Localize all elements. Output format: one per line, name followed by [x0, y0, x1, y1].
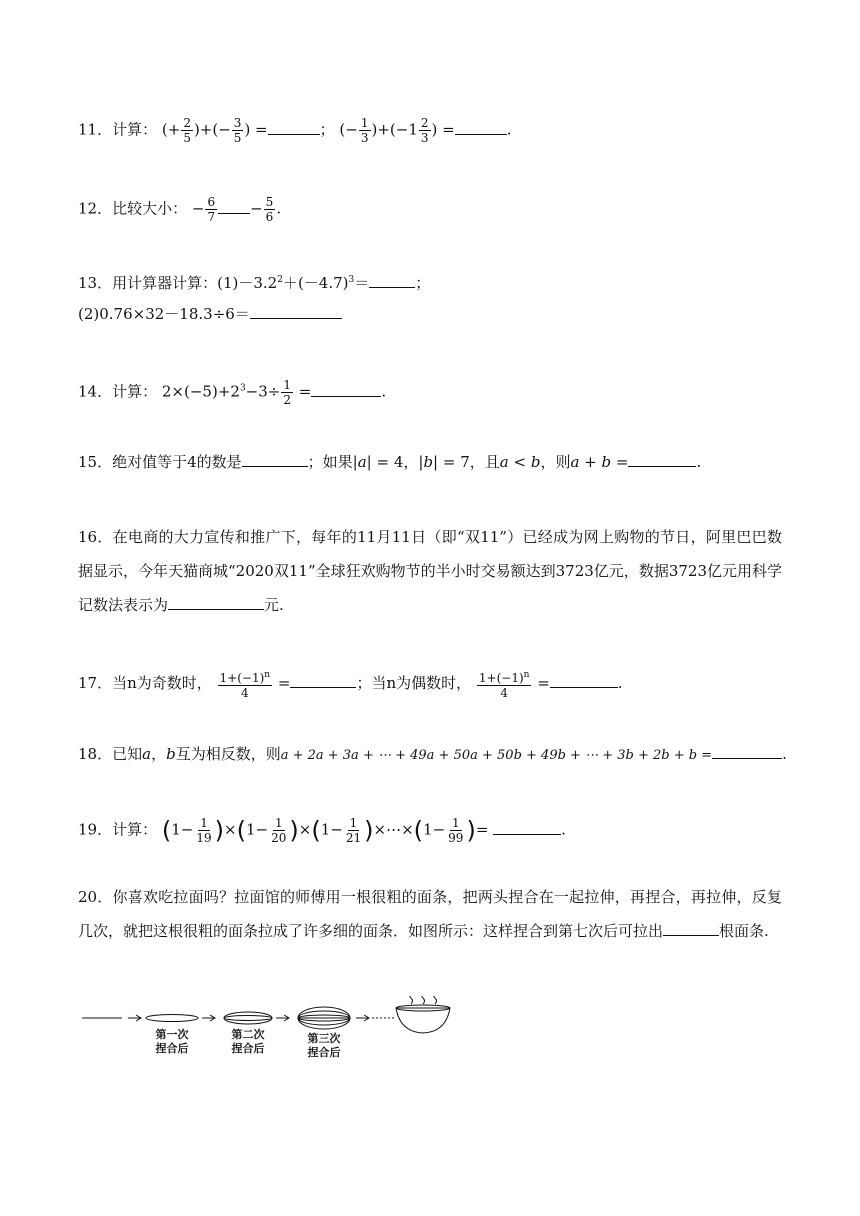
question-number: 11． [78, 120, 113, 139]
unit: 根面条. [719, 922, 769, 940]
text-part: 互为相反数，则 [175, 745, 281, 763]
period: . [696, 453, 702, 471]
expr-part: ＋(－4.7) [282, 274, 349, 292]
question-13: 13．用计算器计算：$(1)-3.2^2+(-4.7)^3=$ ； [78, 274, 431, 292]
arrow-icon [276, 1015, 289, 1021]
answer-blank[interactable] [250, 304, 342, 319]
expression: a + 2a + 3a + ⋯ + 49a + 50a + 50b + 49b + ⋯ + 3b + 2b + b = [280, 748, 713, 763]
fraction: $\frac{1}{19}$ [196, 816, 212, 845]
arrow-icon [128, 1015, 141, 1021]
answer-blank[interactable] [218, 199, 250, 214]
text-part: ，且 [469, 453, 500, 471]
answer-blank[interactable] [455, 120, 507, 135]
answer-blank[interactable] [663, 921, 719, 936]
question-text: 20．你喜欢吃拉面吗？拉面馆的师傅用一根很粗的面条，把两头捏合在一起拉伸，再捏合，再拉伸，反复几次，就把这根很粗的面条拉成了许多细的面条．如图所示：这样捏合到第七次后可拉出 [78, 888, 782, 940]
question-18: 18．已知a，b互为相反数，则a + 2a + 3a + ⋯ + 49a + 50a + 50b + 49b + ⋯ + 3b + 2b + b = . [78, 745, 787, 763]
question-number: 14． [78, 382, 113, 401]
fraction: $\frac{1}{20}$ [271, 816, 287, 845]
question-13-part2 [78, 304, 342, 324]
question-14: 14．计算： $2\times(-5)+2^3-3\div$ $\frac{1}{2}$ = . [78, 378, 387, 407]
question-lead: 计算： [112, 820, 158, 839]
question-19: 19．计算： (1− $\frac{1}{19}$ )×(1− $\frac{1}{20}$ )×(1− $\frac{1}{21}$ )×⋯×(1− $\frac{1}{99}$ )= . [78, 816, 566, 845]
fraction: $\frac{1}{3}$ [360, 116, 369, 145]
expr-part: 2×(−5)+2 [161, 382, 240, 401]
answer-blank[interactable] [290, 673, 356, 688]
period: . [617, 674, 623, 692]
fraction: $\frac{1+(-1)^n}{4}$ [478, 670, 530, 700]
fraction: $\frac{1}{99}$ [448, 816, 464, 845]
fraction: $\frac{6}{7}$ [207, 195, 216, 224]
question-text: 16．在电商的大力宣传和推广下，每年的11月11日（即“双11”）已经成为网上购物的节日，阿里巴巴数据显示，今年天猫商城“2020双11”全球狂欢购物节的半小时交易额达到3723亿元，数据3723亿元用科学记数法表示为 [78, 528, 782, 614]
noodle-fold-1 [146, 1015, 198, 1022]
text-part: ；如果 [307, 453, 353, 471]
arrow-icon [356, 1015, 369, 1021]
arrow-icon [202, 1015, 215, 1021]
expr-part: −3÷ [245, 382, 281, 401]
fraction: $\frac{1+(-1)^n}{4}$ [219, 670, 271, 700]
expr-line: (2)0.76×32－18.3÷6＝ [78, 305, 250, 323]
period: . [561, 820, 566, 839]
question-lead: 计算： [112, 382, 158, 401]
equals: ＝ [354, 274, 370, 292]
fraction: $\frac{1}{2}$ [283, 378, 291, 407]
question-number: 19． [78, 820, 113, 839]
period: . [782, 745, 787, 763]
noodle-figure [78, 996, 478, 1076]
answer-blank[interactable] [493, 820, 561, 835]
question-number: 18． [78, 745, 113, 763]
answer-blank[interactable] [268, 120, 320, 135]
answer-blank[interactable] [369, 273, 415, 288]
question-lead: 绝对值等于4的数是 [112, 453, 242, 471]
text-part: ；当n为偶数时， [356, 674, 472, 692]
question-lead: 用计算器计算：(1)－3.2 [112, 274, 278, 292]
noodle-fold-2 [224, 1012, 272, 1024]
question-12: 12．比较大小： − $\frac{6}{7}$ − $\frac{5}{6}$ . [78, 195, 282, 224]
question-number: 15． [78, 453, 113, 471]
question-number: 17． [78, 674, 113, 692]
fraction: $\frac{3}{5}$ [233, 116, 242, 145]
question-number: 13． [78, 274, 113, 292]
period: . [276, 199, 282, 218]
answer-blank[interactable] [311, 382, 381, 397]
fraction: $\frac{2}{3}$ [420, 116, 429, 145]
question-lead: 当n为奇数时， [112, 674, 212, 692]
question-number: 12． [78, 199, 113, 218]
question-20 [78, 880, 782, 948]
answer-blank[interactable] [550, 673, 618, 688]
fraction: $\frac{1}{21}$ [345, 816, 362, 845]
answer-blank[interactable] [628, 452, 696, 467]
fold-label-1: 第一次 捏合后 [155, 1028, 189, 1055]
question-lead: 计算： [112, 120, 158, 139]
question-17: 17．当n为奇数时， $\frac{1+(-1)^n}{4}$ = ；当n为偶数时， $\frac{1+(-1)^n}{4}$ = . [78, 670, 623, 700]
separator: ； [415, 274, 431, 292]
question-lead: 比较大小： [112, 199, 188, 218]
question-15: 15．绝对值等于4的数是 ；如果|a| = 4，|b| = 7，且a < b，则a + b = . [78, 453, 702, 471]
noodle-diagram [78, 996, 478, 1076]
period: . [381, 382, 387, 401]
question-16 [78, 520, 782, 622]
unit: 元. [264, 596, 284, 614]
fraction: $\frac{2}{5}$ [183, 116, 191, 145]
steam-icon [410, 996, 437, 1004]
question-lead: 已知 [112, 745, 143, 763]
fraction: $\frac{5}{6}$ [265, 195, 274, 224]
answer-blank[interactable] [712, 744, 782, 759]
fold-label-2: 第二次 捏合后 [231, 1028, 265, 1055]
text-part: ，则 [540, 453, 571, 471]
period: . [506, 120, 512, 139]
answer-blank[interactable] [242, 452, 308, 467]
answer-blank[interactable] [168, 595, 264, 610]
separator: ； [319, 120, 335, 139]
bowl-icon [396, 1008, 450, 1033]
question-11: 11．计算： (+ $\frac{2}{5}$ )+(− $\frac{3}{5}$ ) = ； (− $\frac{1}{3}$ )+(−1 $\frac{2}{3}$ ) = . [78, 116, 512, 145]
fold-label-3: 第三次 捏合后 [307, 1032, 341, 1059]
